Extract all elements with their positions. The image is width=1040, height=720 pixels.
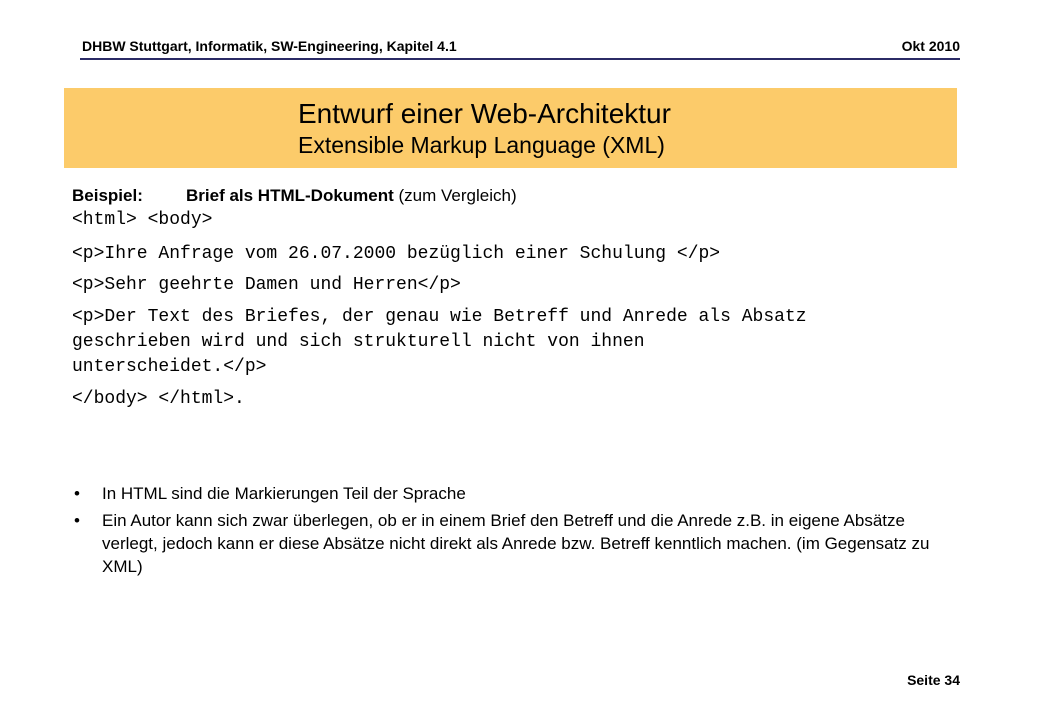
slide-title: Entwurf einer Web-Architektur [298,98,671,129]
code-line-paragraph-betreff: <p>Ihre Anfrage vom 26.07.2000 bezüglich einer Schulung </p> [72,244,721,264]
header-date: Okt 2010 [901,38,960,54]
header-divider [80,58,960,60]
bullet-list [72,482,952,582]
bullet-text: Ein Autor kann sich zwar überlegen, ob er in einem Brief den Betreff und die Anrede z.B. in eigene Absätze verlegt, jedoch kann er diese Absätze nicht direkt als Anrede bzw. Betreff kenntlich machen. (im Gegensatz zu XML) [102,511,930,576]
slide-title-box [64,88,957,168]
bullet-item [72,509,952,578]
example-note: (zum Vergleich) [393,186,517,205]
example-heading [72,186,517,206]
page-number: Seite 34 [907,672,960,688]
code-line-body-html-close: </body> </html>. [72,389,245,409]
code-line-paragraph-text-3: unterscheidet.</p> [72,357,267,377]
code-line-paragraph-anrede: <p>Sehr geehrte Damen und Herren</p> [72,275,461,295]
bullet-item [72,482,952,505]
example-label: Beispiel: [72,186,143,205]
header-course-info: DHBW Stuttgart, Informatik, SW-Engineering, Kapitel 4.1 [82,38,457,54]
example-topic: Brief als HTML-Dokument [186,186,394,205]
bullet-marker: • [74,511,80,530]
slide-subtitle: Extensible Markup Language (XML) [298,132,665,158]
bullet-text: In HTML sind die Markierungen Teil der Sprache [102,484,466,503]
code-line-html-body-open: <html> <body> [72,210,213,230]
code-line-paragraph-text-1: <p>Der Text des Briefes, der genau wie Betreff und Anrede als Absatz [72,307,807,327]
bullet-marker: • [74,484,80,503]
code-line-paragraph-text-2: geschrieben wird und sich strukturell nicht von ihnen [72,332,645,352]
